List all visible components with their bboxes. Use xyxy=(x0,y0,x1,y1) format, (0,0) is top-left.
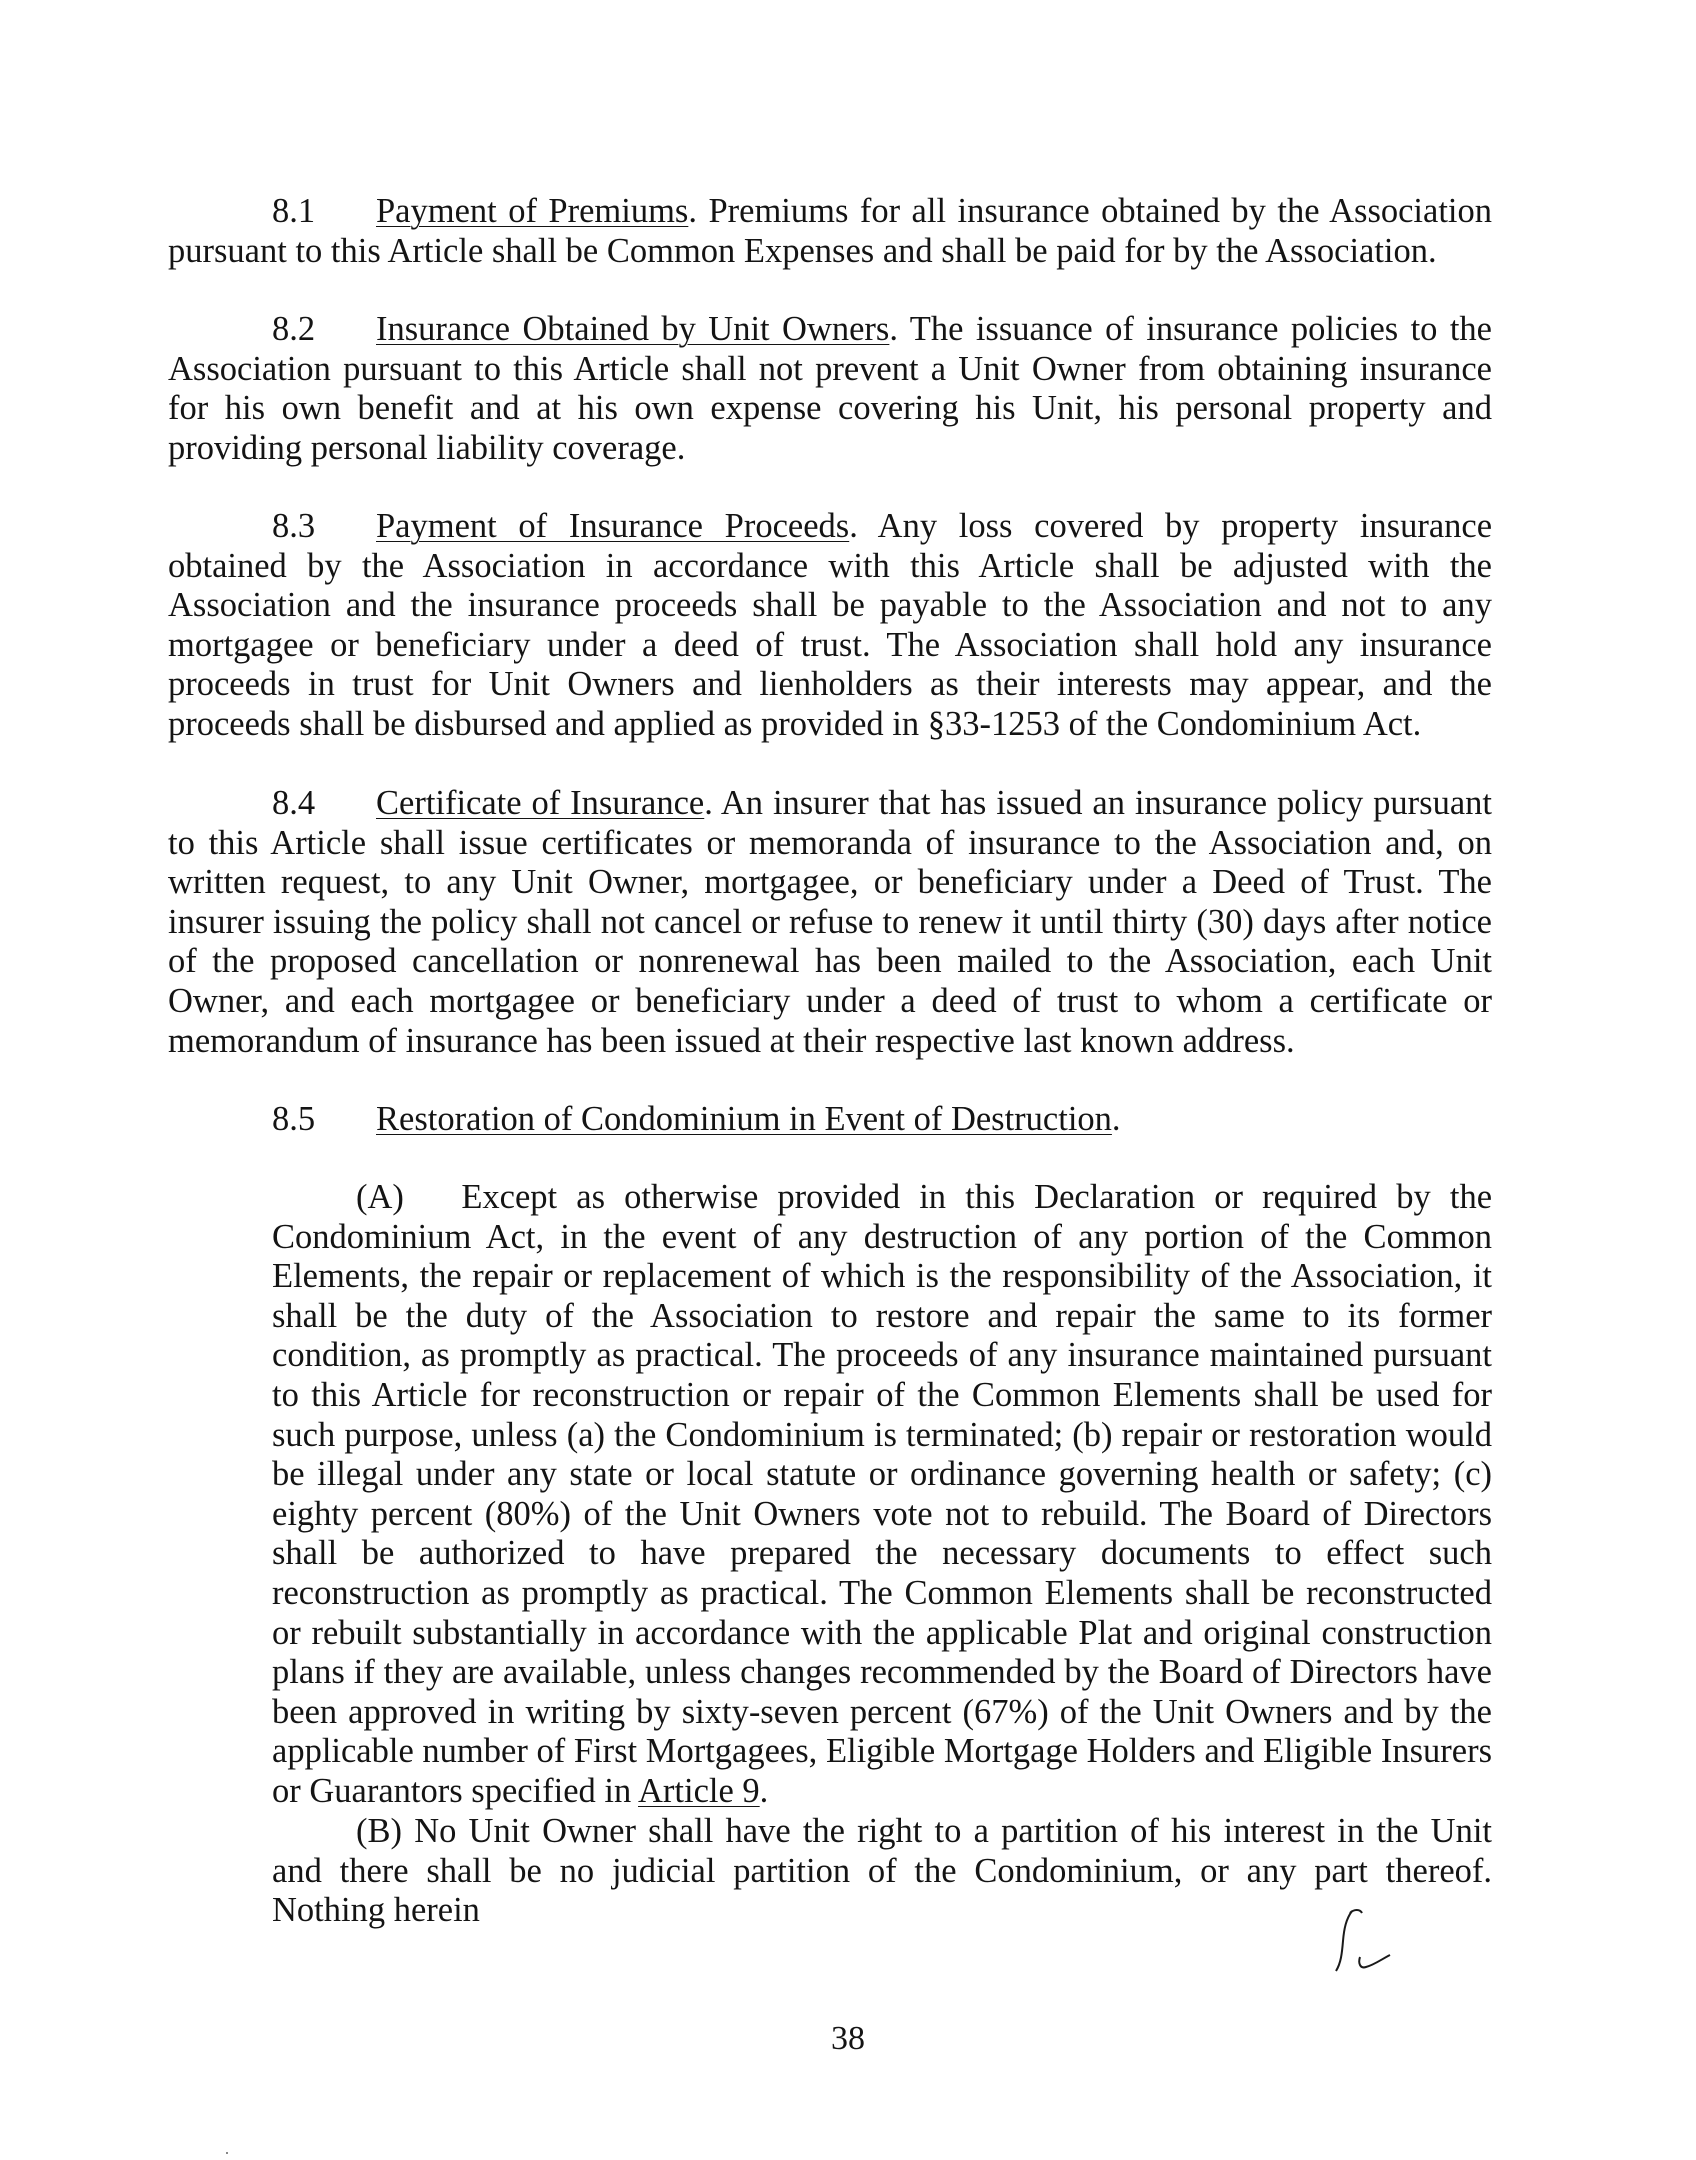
section-heading: Insurance Obtained by Unit Owners xyxy=(376,310,890,348)
section-heading: Payment of Insurance Proceeds xyxy=(376,507,850,545)
article-9-link[interactable]: Article 9 xyxy=(638,1771,760,1810)
section-number: 8.2 xyxy=(272,310,316,348)
subsection-8-5-b xyxy=(272,1812,1492,1931)
section-text: The issuance of insurance policies to the Association pursuant to this Article shall not prevent a Unit Owner from obtaining insurance for his own benefit and at his own expense covering his Unit, his personal property and providing personal liability coverage. xyxy=(168,310,1492,467)
section-text: Premiums for all insurance obtained by the Association pursuant to this Article shall be Common Expenses and shall be paid for by the Association. xyxy=(168,192,1493,270)
section-heading: Certificate of Insurance xyxy=(376,784,705,822)
section-number: 8.1 xyxy=(272,192,316,230)
subsection-text: No Unit Owner shall have the right to a partition of his interest in the Unit and there shall be no judicial partition of the Condominium, or any part thereof. Nothing herein xyxy=(272,1812,1492,1930)
section-8-5: 8.5 Restoration of Condominium in Event of Destruction. xyxy=(272,1100,1121,1138)
section-number: 8.4 xyxy=(272,784,316,822)
subsection-8-5-a: (A) Except as otherwise provided in this Declaration or required by the Condominium Act, in the event of any destruction of any portion of the Common Elements, the repair or replacement of which is the responsibility of the Association, it shall be the duty of the Association to restore and repair the same to its former condition, as promptly as practical. The proceeds of any insurance maintained pursuant to this Article for reconstruction or repair of the Common Elements shall be used for such purpose, unless (a) the Condominium is terminated; (b) repair or restoration would be illegal under any state or local statute or ordinance governing health or safety; (c) eighty percent (80%) of the Unit Owners vote not to rebuild. The Board of Directors shall be authorized to have prepared the necessary documents to effect such reconstruction as promptly as practical. The Common Elements shall be reconstructed or rebuilt substantially in accordance with the applicable Plat and original construction plans if they are available, unless changes recommended by the Board of Directors have been approved in writing by sixty-seven percent (67%) of the Unit Owners and by the applicable number of First Mortgagees, Eligible Mortgage Holders and Eligible Insurers or Guarantors specified in Article 9. xyxy=(272,1178,1493,1810)
section-8-2: 8.2 Insurance Obtained by Unit Owners. The issuance of insurance policies to the Association pursuant to this Article shall not prevent a Unit Owner from obtaining insurance for his own benefit and at his own expense covering his Unit, his personal property and providing personal liability coverage. xyxy=(168,310,1492,467)
section-number: 8.5 xyxy=(272,1100,316,1138)
section-8-3: 8.3 Payment of Insurance Proceeds. Any loss covered by property insurance obtained by the Association in accordance with this Article shall be adjusted with the Association and the insurance proceeds shall be payable to the Association and not to any mortgagee or beneficiary under a deed of trust. The Association shall hold any insurance proceeds in trust for Unit Owners and lienholders as their interests may appear, and the proceeds shall be disbursed and applied as provided in §33-1253 of the Condominium Act. xyxy=(168,507,1493,743)
initials-signature xyxy=(1330,1905,1420,1985)
page-number: 38 xyxy=(831,2020,865,2057)
section-8-1: 8.1 Payment of Premiums. Premiums for all insurance obtained by the Association pursuant to this Article shall be Common Expenses and shall be paid for by the Association. xyxy=(168,192,1493,270)
scan-speck xyxy=(226,2152,228,2154)
section-8-4: 8.4 Certificate of Insurance. An insurer that has issued an insurance policy pursuant to this Article shall issue certificates or memoranda of insurance to the Association and, on written request, to any Unit Owner, mortgagee, or beneficiary under a Deed of Trust. The insurer issuing the policy shall not cancel or refuse to renew it until thirty (30) days after notice of the proposed cancellation or nonrenewal has been mailed to the Association, each Unit Owner, and each mortgagee or beneficiary under a deed of trust to whom a certificate or memorandum of insurance has been issued at their respective last known address. xyxy=(168,784,1492,1060)
section-text: Any loss covered by property insurance obtained by the Association in accordance with this Article shall be adjusted with the Association and the insurance proceeds shall be payable to the Association and not to any mortgagee or beneficiary under a deed of trust. The Association shall hold any insurance proceeds in trust for Unit Owners and lienholders as their interests may appear, and the proceeds shall be disbursed and applied as provided in §33-1253 of the Condominium Act. xyxy=(168,507,1493,743)
section-number: 8.3 xyxy=(272,507,316,545)
section-heading: Restoration of Condominium in Event of Destruction xyxy=(376,1100,1112,1138)
section-heading: Payment of Premiums xyxy=(376,192,689,230)
subsection-label: (B) xyxy=(356,1812,402,1850)
section-text: An insurer that has issued an insurance policy pursuant to this Article shall issue certificates or memoranda of insurance to the Association and, on written request, to any Unit Owner, mortgagee, or beneficiary under a Deed of Trust. The insurer issuing the policy shall not cancel or refuse to renew it until thirty (30) days after notice of the proposed cancellation or nonrenewal has been mailed to the Association, each Unit Owner, and each mortgagee or beneficiary under a deed of trust to whom a certificate or memorandum of insurance has been issued at their respective last known address. xyxy=(168,784,1492,1060)
subsection-label: (A) xyxy=(356,1178,404,1216)
subsection-text: Except as otherwise provided in this Declaration or required by the Condominium Act, in the event of any destruction of any portion of the Common Elements, the repair or replacement of which is the responsibility of the Association, it shall be the duty of the Association to restore and repair the same to its former condition, as promptly as practical. The proceeds of any insurance maintained pursuant to this Article for reconstruction or repair of the Common Elements shall be used for such purpose, unless (a) the Condominium is terminated; (b) repair or restoration would be illegal under any state or local statute or ordinance governing health or safety; (c) eighty percent (80%) of the Unit Owners vote not to rebuild. The Board of Directors shall be authorized to have prepared the necessary documents to effect such reconstruction as promptly as practical. The Common Elements shall be reconstructed or rebuilt substantially in accordance with the applicable Plat and original construction plans if they are available, unless changes recommended by the Board of Directors have been approved in writing by sixty-seven percent (67%) of the Unit Owners and by the applicable number of First Mortgagees, Eligible Mortgage Holders and Eligible Insurers or Guarantors specified in xyxy=(272,1178,1493,1810)
